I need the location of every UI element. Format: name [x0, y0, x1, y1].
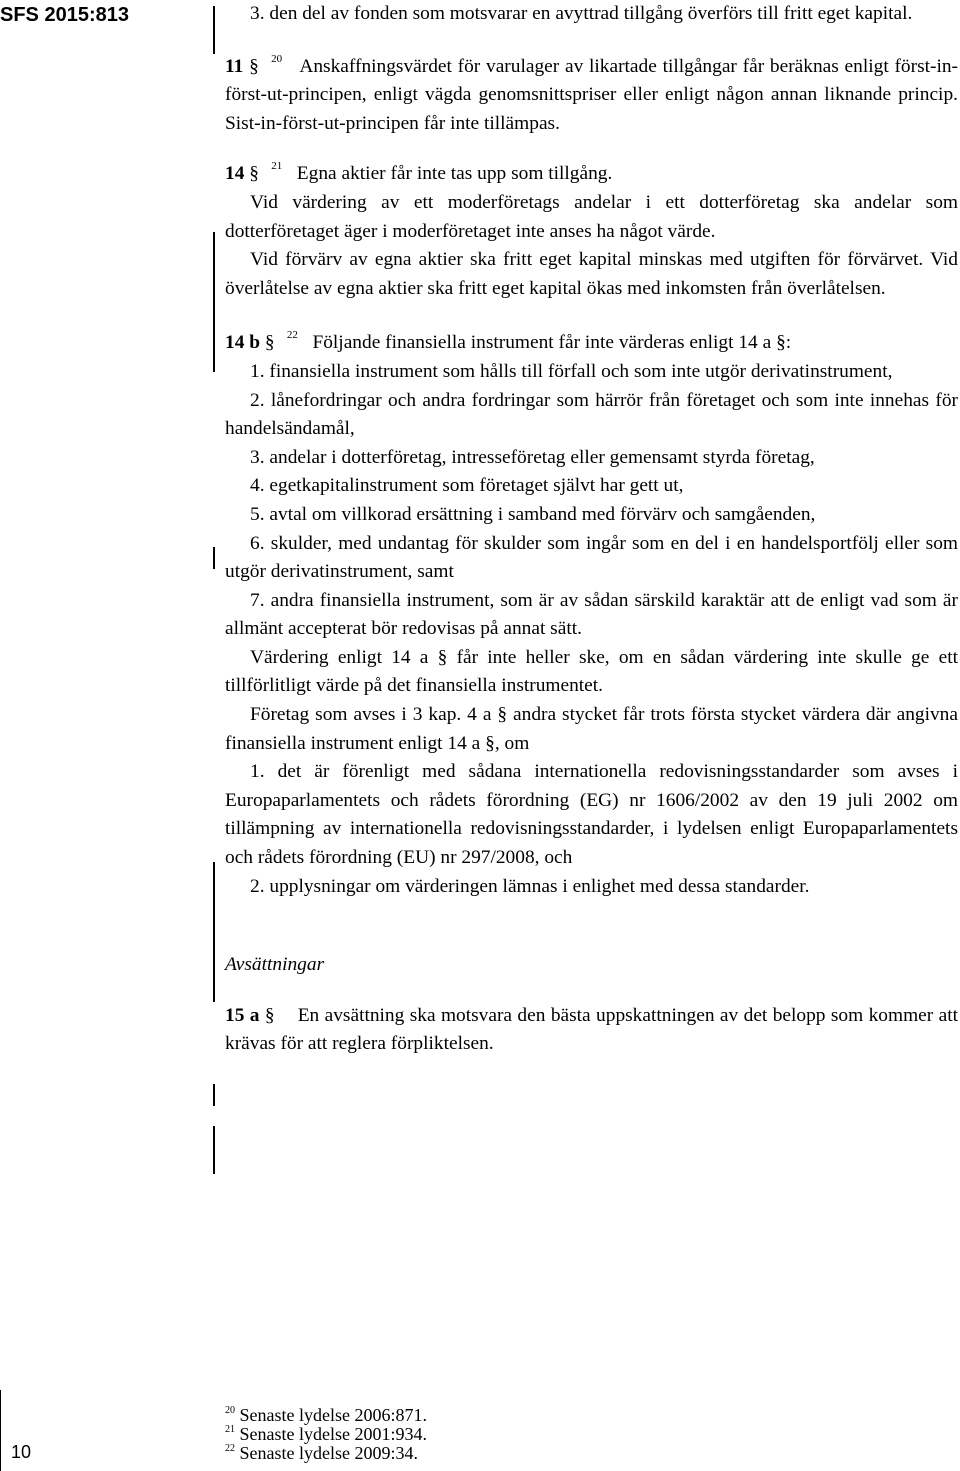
footnote — [225, 1444, 427, 1463]
section-text: En avsättning ska motsvara den bästa uppskattningen av det belopp som kommer att krävas för att reglera förpliktelsen. — [225, 1004, 958, 1055]
footnote-text: Senaste lydelse 2009:34. — [239, 1443, 418, 1463]
change-bar — [213, 232, 215, 372]
list-item: 2. lånefordringar och andra fordringar som härrör från företaget och som inte innehas för handelsändamål, — [225, 389, 958, 440]
section-14b — [225, 329, 958, 358]
section-15a — [225, 1002, 958, 1059]
paragraph: Vid förvärv av egna aktier ska fritt eget kapital minskas med utgiften för förvärvet. Vid överlåtelse av egna aktier ska fritt eget kapital ökas med inkomsten från överlåtelsen. — [225, 249, 958, 299]
paragraph: 3. den del av fonden som motsvarar en avyttrad tillgång överförs till fritt eget kapital. — [250, 3, 913, 24]
text-run: , om — [494, 732, 530, 754]
list-item: 1. finansiella instrument som hålls till förfall och som inte utgör derivatinstrument, — [250, 360, 893, 382]
footnote-ref: 22 — [286, 329, 298, 342]
list-item: 5. avtal om villkorad ersättning i samband med förvärv och samgåenden, — [250, 503, 816, 525]
subheading: Avsättningar — [225, 954, 325, 976]
section-sign: § — [485, 732, 495, 754]
document-body — [225, 0, 958, 1059]
section-sign: § — [497, 704, 508, 726]
footnote-number: 21 — [225, 1424, 235, 1435]
sfs-header: SFS 2015:813 — [0, 4, 129, 26]
section-sign: § — [264, 1004, 275, 1026]
list-item: 7. andra finansiella instrument, som är av sådan särskild karaktär att de enligt vad som är allmänt accepterat bör redovisas på annat sätt. — [225, 589, 958, 640]
footnote-text: Senaste lydelse 2006:871. — [239, 1405, 427, 1425]
change-bar — [213, 1126, 215, 1174]
footnote-ref: 21 — [271, 160, 283, 173]
footnote-text: Senaste lydelse 2001:934. — [239, 1424, 427, 1444]
list-item: 3. andelar i dotterföretag, intresseföretag eller gemensamt styrda företag, — [250, 446, 815, 468]
section-sign: § — [264, 332, 275, 354]
footnote — [225, 1406, 427, 1425]
section-text: Följande finansiella instrument får inte värderas enligt 14 a — [312, 332, 772, 354]
section-number: 11 — [225, 55, 244, 77]
paragraph — [225, 644, 958, 701]
section-number: 15 a — [225, 1004, 260, 1026]
list-item: 1. det är förenligt med sådana internationella redovisningsstandarder som avses i Europaparlamentets och rådets förordning (EG) nr 1606/2002 av den 19 juli 2002 om tillämpning av internationella redovisningsstandarder, i lydelsen enligt Europaparlamentets och rådets förordning (EU) nr 297/2008, och — [225, 761, 958, 869]
section-sign: § — [249, 163, 259, 185]
list-item: 6. skulder, med undantag för skulder som ingår som en del i en handelsportfölj eller som utgör derivatinstrument, samt — [225, 532, 958, 583]
change-bar — [213, 1084, 215, 1106]
list-item: 2. upplysningar om värderingen lämnas i enlighet med dessa standarder. — [250, 875, 810, 897]
section-14 — [225, 160, 958, 189]
text-run: andra stycket får trots första stycket värdera där angivna finansiella instrument enligt 14 a — [225, 704, 958, 754]
section-text: Egna aktier får inte tas upp som tillgång. — [296, 163, 613, 185]
list-item: 4. egetkapitalinstrument som företaget självt har gett ut, — [250, 475, 684, 497]
section-text: Anskaffningsvärdet för varulager av likartade tillgångar får beräknas enligt först-in-först-ut-principen, enligt vägda genomsnittspriser eller enligt någon annan liknande princip. Sist-in-först-ut-principen får inte tillämpas. — [225, 55, 958, 134]
text-run: Företag som avses i 3 kap. 4 a — [250, 704, 492, 726]
footnote-number: 20 — [225, 1405, 235, 1416]
punctuation: : — [785, 332, 792, 354]
footnote-ref: 20 — [271, 52, 283, 65]
footnote — [225, 1425, 427, 1444]
change-bar — [213, 547, 215, 569]
text-run: får inte heller ske, om en sådan värdering inte skulle ge ett tillförlitligt värde på det finansiella instrumentet. — [225, 646, 958, 697]
text-run: Värdering enligt 14 a — [250, 646, 429, 668]
section-11 — [225, 53, 958, 139]
section-number: 14 — [225, 163, 245, 185]
footnote-number: 22 — [225, 1443, 235, 1454]
footnotes — [225, 1406, 427, 1463]
change-bar — [213, 862, 215, 1002]
change-bar — [213, 6, 215, 54]
page-number: 10 — [11, 1442, 32, 1462]
paragraph — [225, 701, 958, 758]
page-margin-rule — [0, 1390, 1, 1471]
section-sign: § — [249, 55, 259, 77]
section-sign: § — [776, 332, 786, 354]
section-number: 14 b — [225, 332, 261, 354]
paragraph: Vid värdering av ett moderföretags andelar i ett dotterföretag ska andelar som dotterföretaget äger i moderföretaget inte anses ha något värde. — [225, 191, 958, 242]
section-sign: § — [437, 646, 448, 668]
